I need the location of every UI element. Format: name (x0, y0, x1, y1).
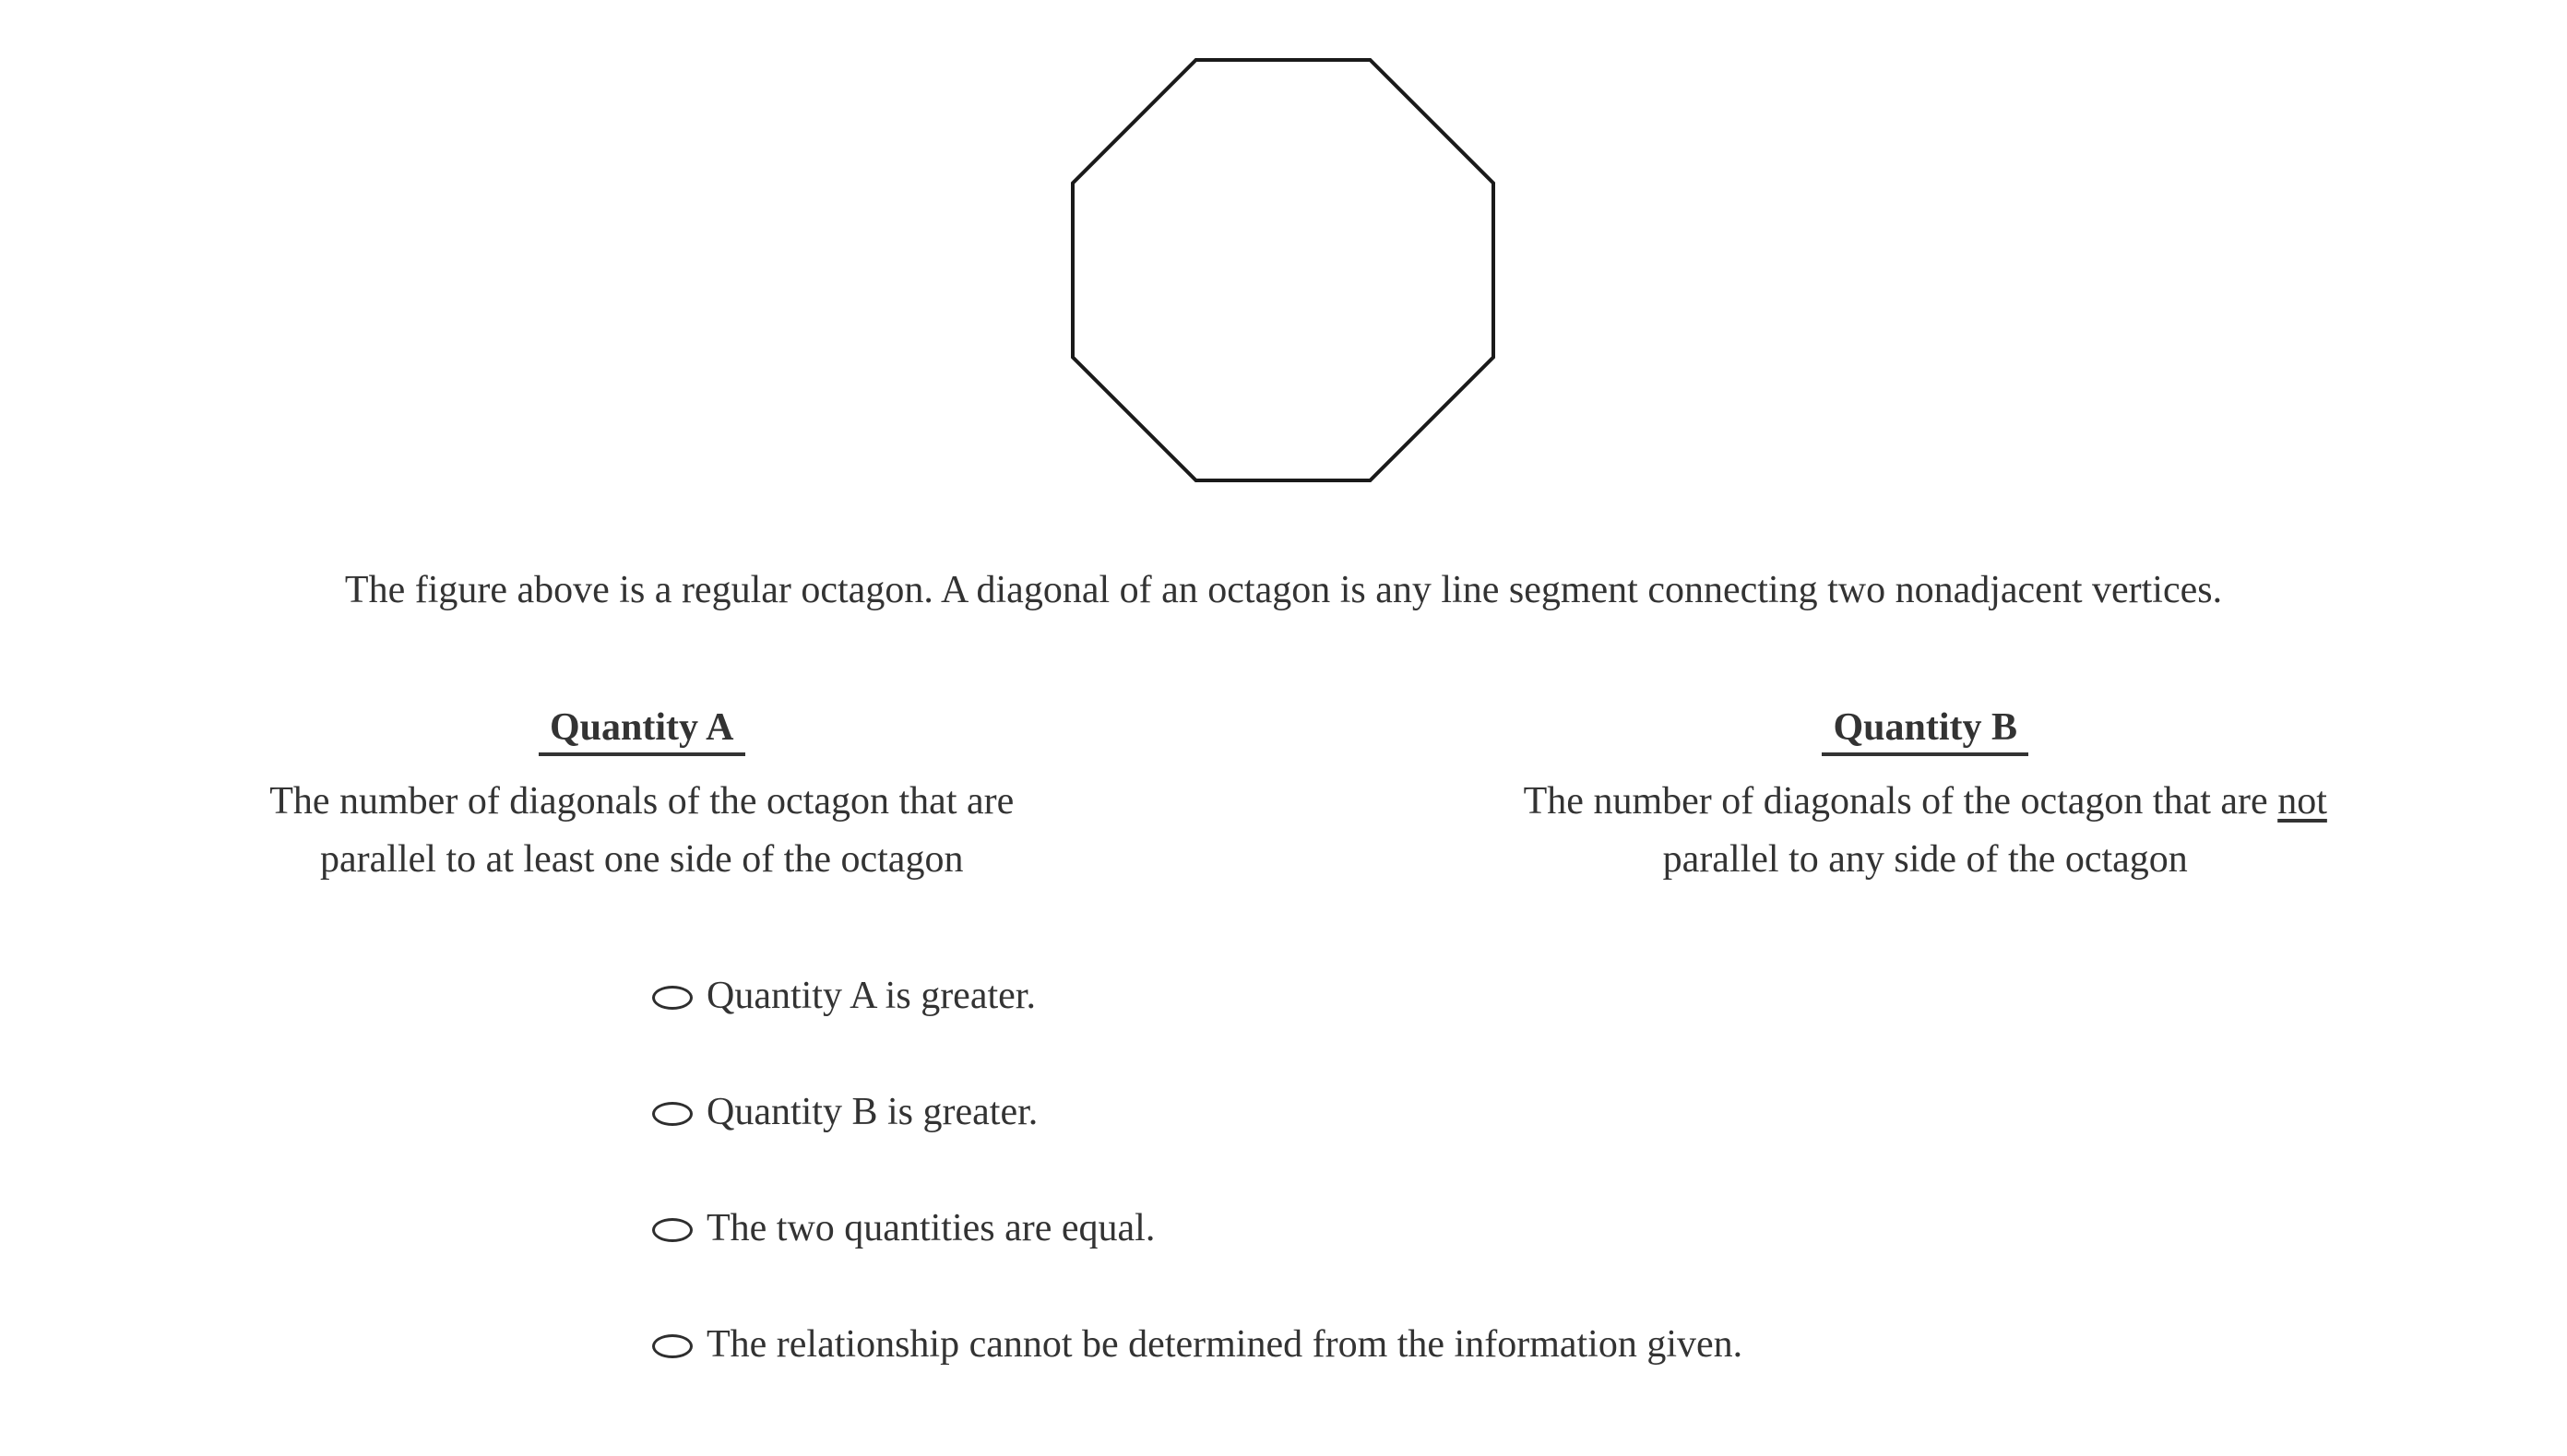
octagon-figure (1071, 58, 1495, 482)
octagon-icon (1071, 58, 1495, 482)
quantity-b-description-line1 (1284, 773, 2567, 831)
option-label[interactable]: Quantity A is greater. (707, 975, 1036, 1017)
quantity-b-description-line2: parallel to any side of the octagon (1662, 838, 2188, 881)
radio-button-icon[interactable] (652, 986, 693, 1010)
quantity-a-description (0, 773, 1284, 889)
radio-button-icon[interactable] (652, 1334, 693, 1358)
option-row-cannot-be-determined[interactable] (652, 1325, 1742, 1367)
option-row-quantity-a-greater[interactable] (652, 977, 1742, 1019)
quantity-a-heading: Quantity A (539, 705, 745, 756)
quantity-b-column (1284, 705, 2567, 889)
radio-button-icon[interactable] (652, 1102, 693, 1126)
quantities-row (0, 705, 2567, 889)
option-row-quantities-equal[interactable] (652, 1209, 1742, 1251)
option-row-quantity-b-greater[interactable] (652, 1093, 1742, 1135)
quantity-b-line1-underlined-word: not (2277, 780, 2327, 823)
quantity-b-description (1284, 773, 2567, 889)
quantity-a-column (0, 705, 1284, 889)
question-prompt: The figure above is a regular octagon. A diagonal of an octagon is any line segment connecting two nonadjacent vertices. (344, 569, 2223, 611)
quantity-b-line1-text: The number of diagonals of the octagon that are (1523, 780, 2278, 823)
radio-button-icon[interactable] (652, 1218, 693, 1242)
quantity-a-description-line2: parallel to at least one side of the octagon (320, 838, 964, 881)
option-label[interactable]: Quantity B is greater. (707, 1091, 1039, 1133)
option-label[interactable]: The relationship cannot be determined from the information given. (707, 1323, 1743, 1366)
quantity-b-heading: Quantity B (1822, 705, 2028, 756)
quantity-a-description-line1: The number of diagonals of the octagon that are (269, 780, 1015, 823)
answer-options (652, 977, 1742, 1441)
option-label[interactable]: The two quantities are equal. (707, 1207, 1156, 1249)
